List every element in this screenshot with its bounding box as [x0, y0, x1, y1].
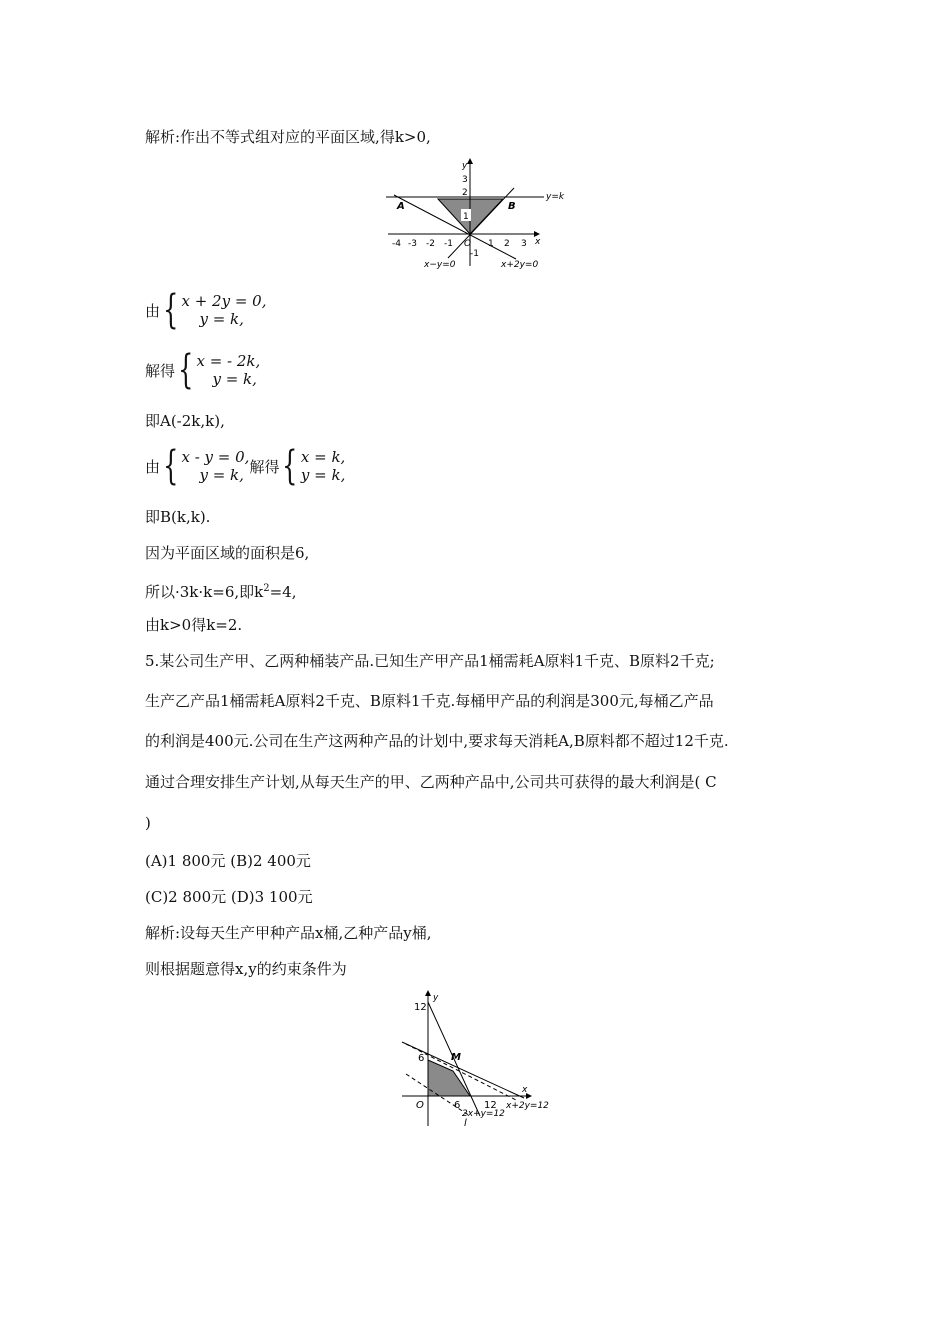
calc-text: 所以·3k·k=6,即$k^2=4$,: [145, 583, 297, 601]
y-tick-label: 12: [414, 1002, 427, 1013]
x-axis-label: x: [535, 237, 541, 247]
line-label-2x-plus-y: 2x+y=12: [462, 1109, 505, 1119]
equation-row: x - y = 0,: [181, 448, 250, 466]
options-row: (A)1 800元 (B)2 400元: [145, 852, 311, 870]
point-b-text: 即B(k,k).: [145, 508, 211, 526]
equation-row: y = k,: [199, 310, 244, 328]
question-5-line: 5.某公司生产甲、乙两种桶装产品.已知生产甲产品1桶需耗A原料1千克、B原料2千克;: [145, 652, 715, 670]
shaded-region: [428, 1060, 470, 1096]
x-tick-label: 12: [484, 1100, 497, 1111]
equation-system-3: 由 { x - y = 0, y = k, 解得 { x = k, y = k,: [145, 443, 346, 489]
options-row: (C)2 800元 (D)3 100元: [145, 888, 313, 906]
question-5-line: 的利润是400元.公司在生产这两种产品的计划中,要求每天消耗A,B原料都不超过12千克.: [145, 732, 729, 750]
prefix: 由: [145, 301, 161, 320]
y-tick-label: 3: [462, 175, 468, 185]
equation-row: y = k,: [199, 466, 244, 484]
solution-text: 解析:设每天生产甲种产品x桶,乙种产品y桶,: [145, 924, 432, 942]
origin-label: O: [416, 1100, 424, 1111]
x-tick-label: 1: [488, 239, 494, 249]
solution-text: 则根据题意得x,y的约束条件为: [145, 960, 347, 978]
x-tick-label: -2: [426, 239, 435, 249]
equation-row: x = - 2k,: [196, 352, 261, 370]
x-tick-label: -1: [444, 239, 453, 249]
equation-row: x + 2y = 0,: [181, 292, 267, 310]
question-5-line: ): [145, 814, 151, 832]
mid-text: 解得: [249, 457, 280, 476]
line-label-x-plus-2y: x+2y=12: [506, 1101, 549, 1111]
point-a-label: A: [397, 201, 405, 212]
x-tick-label: 2: [504, 239, 510, 249]
figure-feasible-region-2: [398, 988, 558, 1128]
prefix: 由: [145, 457, 161, 476]
solution-intro: 解析:作出不等式组对应的平面区域,得k>0,: [145, 128, 431, 146]
point-b-label: B: [508, 201, 516, 212]
point-m-label: M: [451, 1052, 461, 1063]
question-5-line: 通过合理安排生产计划,从每天生产的甲、乙两种产品中,公司共可获得的最大利润是( C: [145, 773, 717, 791]
line-label-y-eq-k: y=k: [546, 192, 565, 202]
question-5-line: 生产乙产品1桶需耗A原料2千克、B原料1千克.每桶甲产品的利润是300元,每桶乙产品: [145, 692, 714, 710]
point-a-text: 即A(-2k,k),: [145, 412, 225, 430]
area-text: 因为平面区域的面积是6,: [145, 544, 310, 562]
y-tick-label: 2: [462, 188, 468, 198]
result-text: 由k>0得k=2.: [145, 616, 243, 634]
x-tick-label: 3: [521, 239, 527, 249]
y-tick-label: -1: [470, 249, 479, 259]
y-axis-label: y: [433, 993, 439, 1003]
equation-row: x = k,: [300, 448, 346, 466]
equation-row: y = k,: [300, 466, 346, 484]
y-tick-label: 1: [463, 212, 469, 222]
line-label-x-plus-2y: x+2y=0: [501, 260, 539, 270]
prefix: 解得: [145, 361, 176, 380]
equation-system-1: 由 { x + 2y = 0, y = k,: [145, 287, 267, 333]
line-label-l: l: [464, 1118, 467, 1128]
y-tick-label: 6: [418, 1053, 425, 1064]
x-tick-label: 6: [454, 1100, 461, 1111]
x-axis-label: x: [522, 1085, 528, 1095]
y-axis-label: y: [462, 161, 468, 171]
line-label-x-minus-y: x−y=0: [424, 260, 456, 270]
origin-label: O: [464, 239, 472, 249]
x-tick-label: -4: [392, 239, 401, 249]
equation-system-2: 解得 { x = - 2k, y = k,: [145, 347, 261, 393]
x-tick-label: -3: [408, 239, 417, 249]
equation-row: y = k,: [212, 370, 257, 388]
figure-feasible-region-1: [384, 158, 574, 270]
